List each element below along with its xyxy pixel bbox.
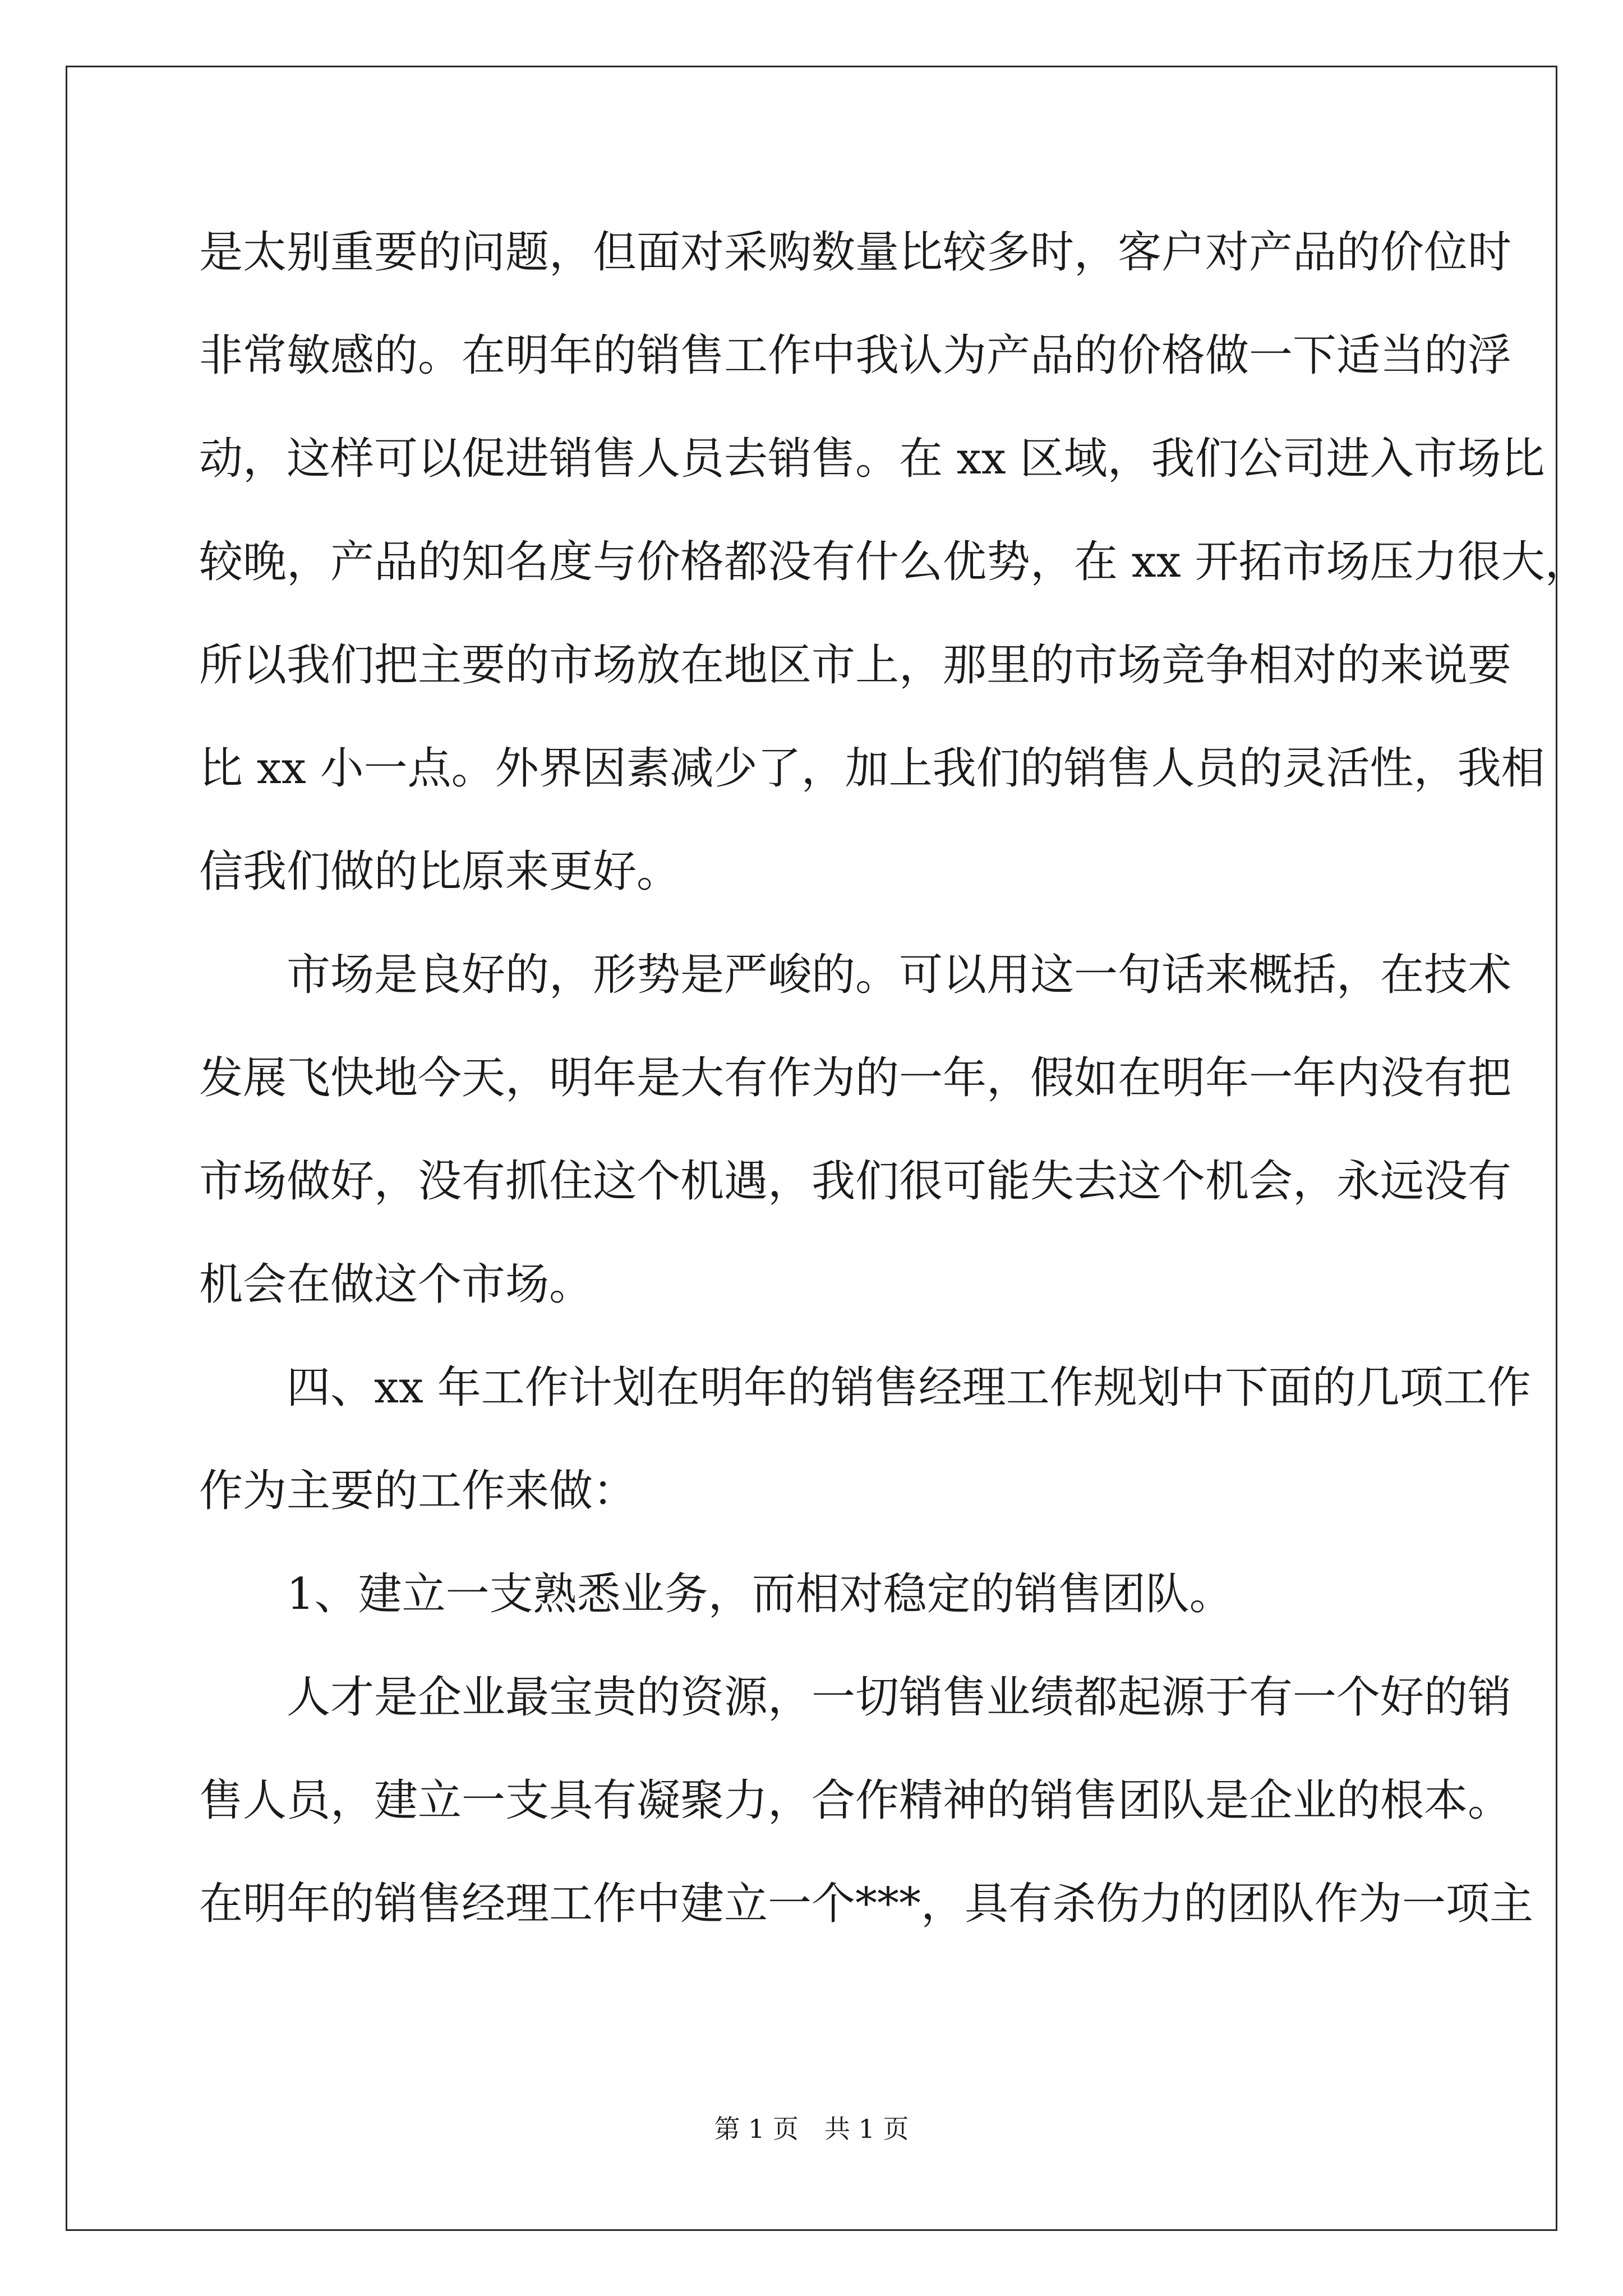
text-line: 信我们做的比原来更好。 [199,846,681,897]
text-line: 市场是良好的，形势是严峻的。可以用这一句话来概括，在技术 [287,950,1512,1000]
text-line: 机会在做这个市场。 [199,1259,593,1310]
text-line: 较晚，产品的知名度与价格都没有什么优势，在 xx 开拓市场压力很大， [199,537,1589,587]
page-footer: 第 1 页 共 1 页 [714,2114,909,2144]
text-line: 发展飞快地今天，明年是大有作为的一年，假如在明年一年内没有把 [199,1053,1512,1103]
text-line: 非常敏感的。在明年的销售工作中我认为产品的价格做一下适当的浮 [199,330,1512,381]
text-line: 1、建立一支熟悉业务，而相对稳定的销售团队。 [287,1569,1233,1619]
text-line: 在明年的销售经理工作中建立一个***，具有杀伤力的团队作为一项主 [199,1879,1534,1929]
text-line: 动，这样可以促进销售人员去销售。在 xx 区域，我们公司进入市场比 [199,434,1545,484]
text-line: 市场做好，没有抓住这个机遇，我们很可能失去这个机会，永远没有 [199,1156,1512,1207]
text-line: 比 xx 小一点。外界因素减少了，加上我们的销售人员的灵活性，我相 [199,743,1545,794]
text-line: 四、xx 年工作计划在明年的销售经理工作规划中下面的几项工作 [287,1363,1531,1413]
text-line: 所以我们把主要的市场放在地区市上，那里的市场竞争相对的来说要 [199,640,1512,691]
text-line: 是太别重要的问题，但面对采购数量比较多时，客户对产品的价位时 [199,227,1512,278]
text-line: 售人员，建立一支具有凝聚力，合作精神的销售团队是企业的根本。 [199,1775,1512,1826]
text-line: 人才是企业最宝贵的资源，一切销售业绩都起源于有一个好的销 [287,1672,1512,1723]
text-line: 作为主要的工作来做： [199,1466,637,1516]
